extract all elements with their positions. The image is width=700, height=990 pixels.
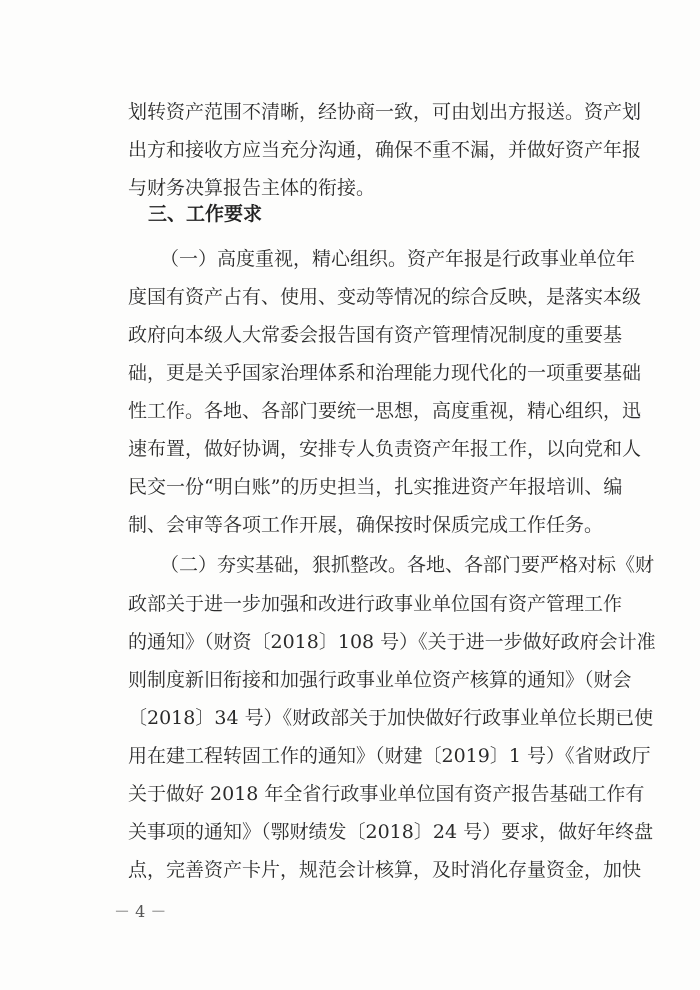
page-number: － 4 － [114,902,167,921]
body-line-13: 政部关于进一步加强和改进行政事业单位国有资产管理工作 [128,593,623,615]
body-line-19: 关事项的通知》（鄂财绩发〔2018〕24 号）要求，做好年终盘 [128,821,654,843]
body-line-10: 民交一份“明白账”的历史担当，扎实推进资产年报培训、编 [128,476,623,498]
body-line-1: 划转资产范围不清晰，经协商一致，可由划出方报送。资产划 [128,101,642,123]
body-line-12: （二）夯实基础，狠抓整改。各地、各部门要严格对标《财 [160,554,655,576]
body-line-2: 出方和接收方应当充分沟通，确保不重不漏，并做好资产年报 [128,139,642,161]
body-line-6: 政府向本级人大常委会报告国有资产管理情况制度的重要基 [128,324,623,346]
body-line-7: 础，更是关乎国家治理体系和治理能力现代化的一项重要基础 [128,362,642,384]
body-line-3: 与财务决算报告主体的衔接。 [128,177,376,199]
body-line-15: 则制度新旧衔接和加强行政事业单位资产核算的通知》（财会 [128,669,632,691]
body-line-11: 制、会审等各项工作开展，确保按时保质完成工作任务。 [128,514,604,536]
body-line-14: 的通知》（财资〔2018〕108 号）《关于进一步做好政府会计准 [128,631,656,653]
body-line-4: （一）高度重视，精心组织。资产年报是行政事业单位年 [160,248,636,270]
section-heading: 三、工作要求 [148,203,263,225]
body-line-20: 点，完善资产卡片，规范会计核算，及时消化存量资金，加快 [128,859,642,881]
body-line-5: 度国有资产占有、使用、变动等情况的综合反映，是落实本级 [128,286,642,308]
body-line-18: 关于做好 2018 年全省行政事业单位国有资产报告基础工作有 [128,783,645,805]
body-line-8: 性工作。各地、各部门要统一思想，高度重视，精心组织，迅 [128,400,642,422]
body-line-17: 用在建工程转固工作的通知》（财建〔2019〕1 号）《省财政厅 [128,745,651,767]
body-line-9: 速布置，做好协调，安排专人负责资产年报工作，以向党和人 [128,438,642,460]
body-line-16: 〔2018〕34 号）《财政部关于加快做好行政事业单位长期已使 [128,707,654,729]
